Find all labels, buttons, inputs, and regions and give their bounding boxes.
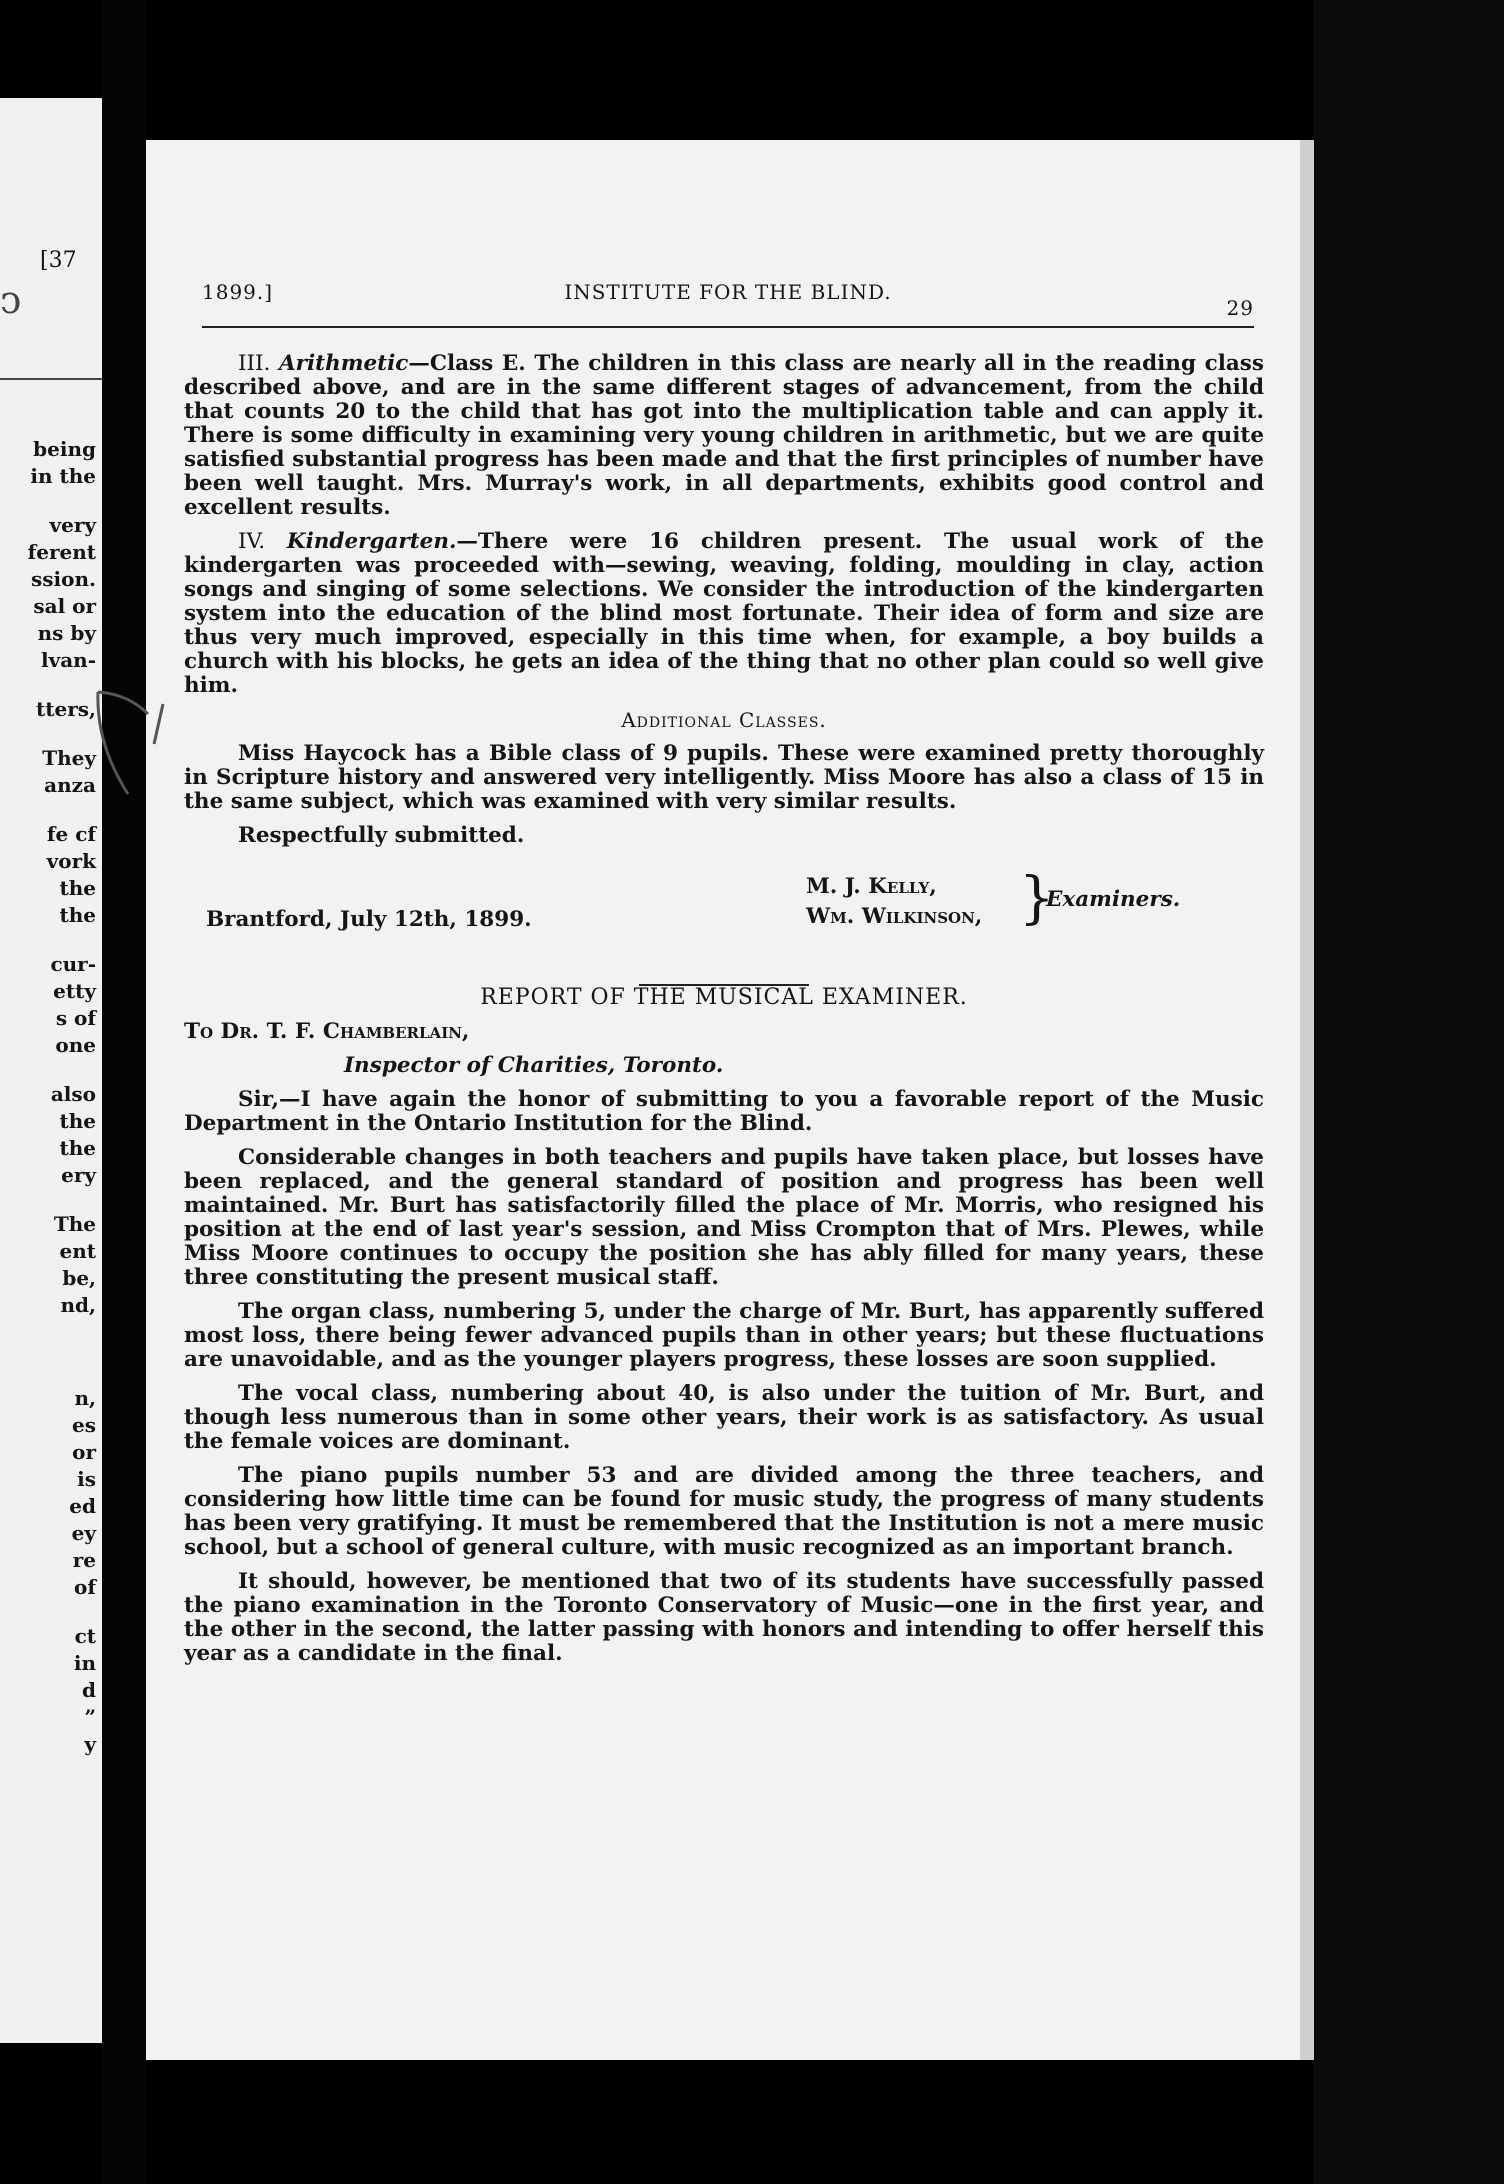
previous-page-fragment: the: [59, 1109, 96, 1133]
section-numeral: III.: [238, 351, 271, 376]
previous-page-fragment: [28, 674, 96, 696]
previous-page-fragment: also: [50, 1082, 96, 1106]
previous-page-fragment: being: [33, 437, 96, 461]
ink-mark: ↄ: [0, 278, 22, 322]
previous-page-fragment: [28, 490, 96, 512]
additional-classes-paragraph: Miss Haycock has a Bible class of 9 pupils. These were examined pretty thoroughly in Scripture history and answered very intelligently. Miss Moore has also a class of 15 in the same subject, which was examined with very similar results.: [184, 741, 1264, 814]
previous-page-fragment: vork: [46, 849, 96, 873]
previous-page-fragment: anza: [44, 773, 96, 797]
previous-page-fragment: or: [72, 1440, 96, 1464]
previous-page-fragment: ferent: [27, 540, 96, 564]
examiner-names: [806, 872, 982, 932]
previous-page-fragment: es: [72, 1413, 96, 1437]
previous-page-fragment: [28, 1363, 96, 1385]
previous-page-fragment: ”: [84, 1705, 96, 1729]
previous-page-fragment: is: [77, 1467, 96, 1491]
section-topic: Arithmetic: [278, 351, 409, 376]
header-rule: [202, 326, 1254, 328]
book-gutter: [102, 0, 146, 2184]
previous-page-fragment: ns by: [37, 621, 96, 645]
section-text: —Class E. The children in this class are nearly all in the reading class described above, and are in the same different stages of advancement, from the child that counts 20 to the child that has got into the multiplication table and can apply it. There is some difficulty in examining very young children in arithmetic, but we are quite satisfied substantial progress has been made and that the first principles of number have been well taught. Mrs. Murray's work, in all departments, exhibits good control and excellent results.: [184, 351, 1264, 520]
previous-page-rule: [0, 378, 102, 380]
report-addressee: To Dr. T. F. Chamberlain,: [184, 1019, 470, 1044]
previous-page-fragment: etty: [53, 979, 96, 1003]
previous-page-fragment: ey: [71, 1521, 96, 1545]
examiners-label: Examiners.: [1046, 887, 1181, 912]
previous-page-fragment: the: [59, 1136, 96, 1160]
previous-page-fragment: tters,: [36, 697, 96, 721]
previous-page-fragment: cur-: [50, 952, 96, 976]
examiner-name: Wm. Wilkinson,: [806, 904, 983, 929]
previous-page-fragment: in the: [30, 464, 96, 488]
previous-page-fragment: nd,: [60, 1293, 96, 1317]
previous-page-fragment: the: [59, 903, 96, 927]
document-body: [184, 352, 1264, 1676]
previous-page-fragment: [28, 1059, 96, 1081]
previous-page-strip: [0, 98, 102, 2043]
previous-page-fragment: s of: [55, 1006, 96, 1030]
previous-page-fragment: The: [53, 1212, 96, 1236]
previous-page-fragment: be,: [62, 1266, 96, 1290]
report-paragraph: Considerable changes in both teachers and pupils have taken place, but losses have been replaced, and the general standard of position and progress has been well maintained. Mr. Burt has satisfactorily filled the place of Mr. Morris, who resigned his position at the end of last year's session, and Miss Crompton that of Mrs. Plewes, while Miss Moore continues to occupy the position she has ably filled for many years, these three constituting the present musical staff.: [184, 1145, 1264, 1290]
report-addressee-title: Inspector of Charities, Toronto.: [344, 1053, 724, 1078]
report-paragraph: The organ class, numbering 5, under the charge of Mr. Burt, has apparently suffered most loss, there being fewer advanced pupils than in other years; but these fluctuations are unavoidable, and as the younger players progress, these losses are soon supplied.: [184, 1299, 1264, 1372]
document-page: [146, 140, 1314, 2060]
previous-page-fragment: [28, 799, 96, 821]
previous-page-fragment: They: [42, 746, 96, 770]
previous-page-fragment: re: [72, 1548, 96, 1572]
header-title: INSTITUTE FOR THE BLIND.: [564, 280, 892, 304]
report-paragraph: The piano pupils number 53 and are divided among the three teachers, and considering how little time can be found for music study, the progress of many students has been very gratifying. It must be remembered that the Institution is not a mere music school, but a school of general culture, with music recognized as an important branch.: [184, 1463, 1264, 1560]
previous-page-fragment: [28, 1341, 96, 1363]
previous-page-text-fragments: [28, 436, 96, 1758]
closing-line: Respectfully submitted.: [238, 823, 525, 848]
arithmetic-paragraph: [184, 352, 1264, 520]
header-year: 1899.]: [202, 280, 274, 304]
previous-page-fragment: of: [74, 1575, 96, 1599]
kindergarten-paragraph: [184, 530, 1264, 698]
previous-page-fragment: ssion.: [31, 567, 96, 591]
previous-page-fragment: [28, 723, 96, 745]
previous-page-fragment: ed: [69, 1494, 96, 1518]
report-title: REPORT OF THE MUSICAL EXAMINER.: [480, 985, 968, 1010]
signature-date: Brantford, July 12th, 1899.: [206, 907, 532, 932]
previous-page-fragment: ct: [74, 1624, 96, 1648]
section-text: —There were 16 children present. The usual work of the kindergarten was proceeded with—sewing, weaving, folding, moulding in clay, action songs and singing of some selections. We consider the introduction of the kindergarten system into the education of the blind most fortunate. Their idea of form and size are thus very much improved, especially in this time when, for example, a boy builds a church with his blocks, he gets an idea of the thing that no other plan could so well give him.: [184, 529, 1264, 698]
previous-page-fragment: sal or: [33, 594, 96, 618]
signature-block: [184, 866, 1264, 944]
report-paragraph: The vocal class, numbering about 40, is also under the tuition of Mr. Burt, and though less numerous than in some other years, their work is as satisfactory. As usual the female voices are dominant.: [184, 1381, 1264, 1454]
previous-page-fragment: one: [55, 1033, 96, 1057]
running-header: [202, 272, 1254, 320]
examiner-name: M. J. Kelly,: [806, 874, 937, 899]
pencil-bracket-mark: [88, 684, 178, 804]
previous-page-fragment: lvan-: [40, 648, 96, 672]
page-edge-shadow: [1300, 140, 1314, 2060]
report-paragraph: It should, however, be mentioned that two of its students have successfully passed the piano examination in the Toronto Conservatory of Music—one in the first year, and the other in the second, the latter passing with honors and intending to offer herself this year as a candidate in the final.: [184, 1569, 1264, 1666]
previous-page-fragment: fe cf: [46, 822, 96, 846]
previous-page-fragment: in: [73, 1651, 96, 1675]
section-topic: Kindergarten.: [286, 529, 457, 554]
previous-page-fragment: [28, 1189, 96, 1211]
brace-glyph: }: [1019, 866, 1055, 931]
previous-page-fragment: ery: [61, 1163, 96, 1187]
additional-classes-heading: Additional Classes.: [621, 708, 827, 732]
previous-page-ref: [37: [40, 248, 77, 273]
previous-page-fragment: d: [82, 1678, 96, 1702]
previous-page-fragment: n,: [74, 1386, 96, 1410]
previous-page-fragment: [28, 1319, 96, 1341]
report-paragraph: Sir,—I have again the honor of submitting to you a favorable report of the Music Department in the Ontario Institution for the Blind.: [184, 1087, 1264, 1136]
previous-page-fragment: [28, 1601, 96, 1623]
previous-page-fragment: y: [84, 1732, 96, 1756]
previous-page-fragment: very: [49, 513, 96, 537]
previous-page-fragment: [28, 929, 96, 951]
page-number: 29: [1226, 296, 1254, 320]
scan-background: [1314, 0, 1504, 2184]
previous-page-fragment: ent: [59, 1239, 96, 1263]
previous-page-fragment: the: [59, 876, 96, 900]
section-numeral: IV.: [238, 529, 266, 554]
